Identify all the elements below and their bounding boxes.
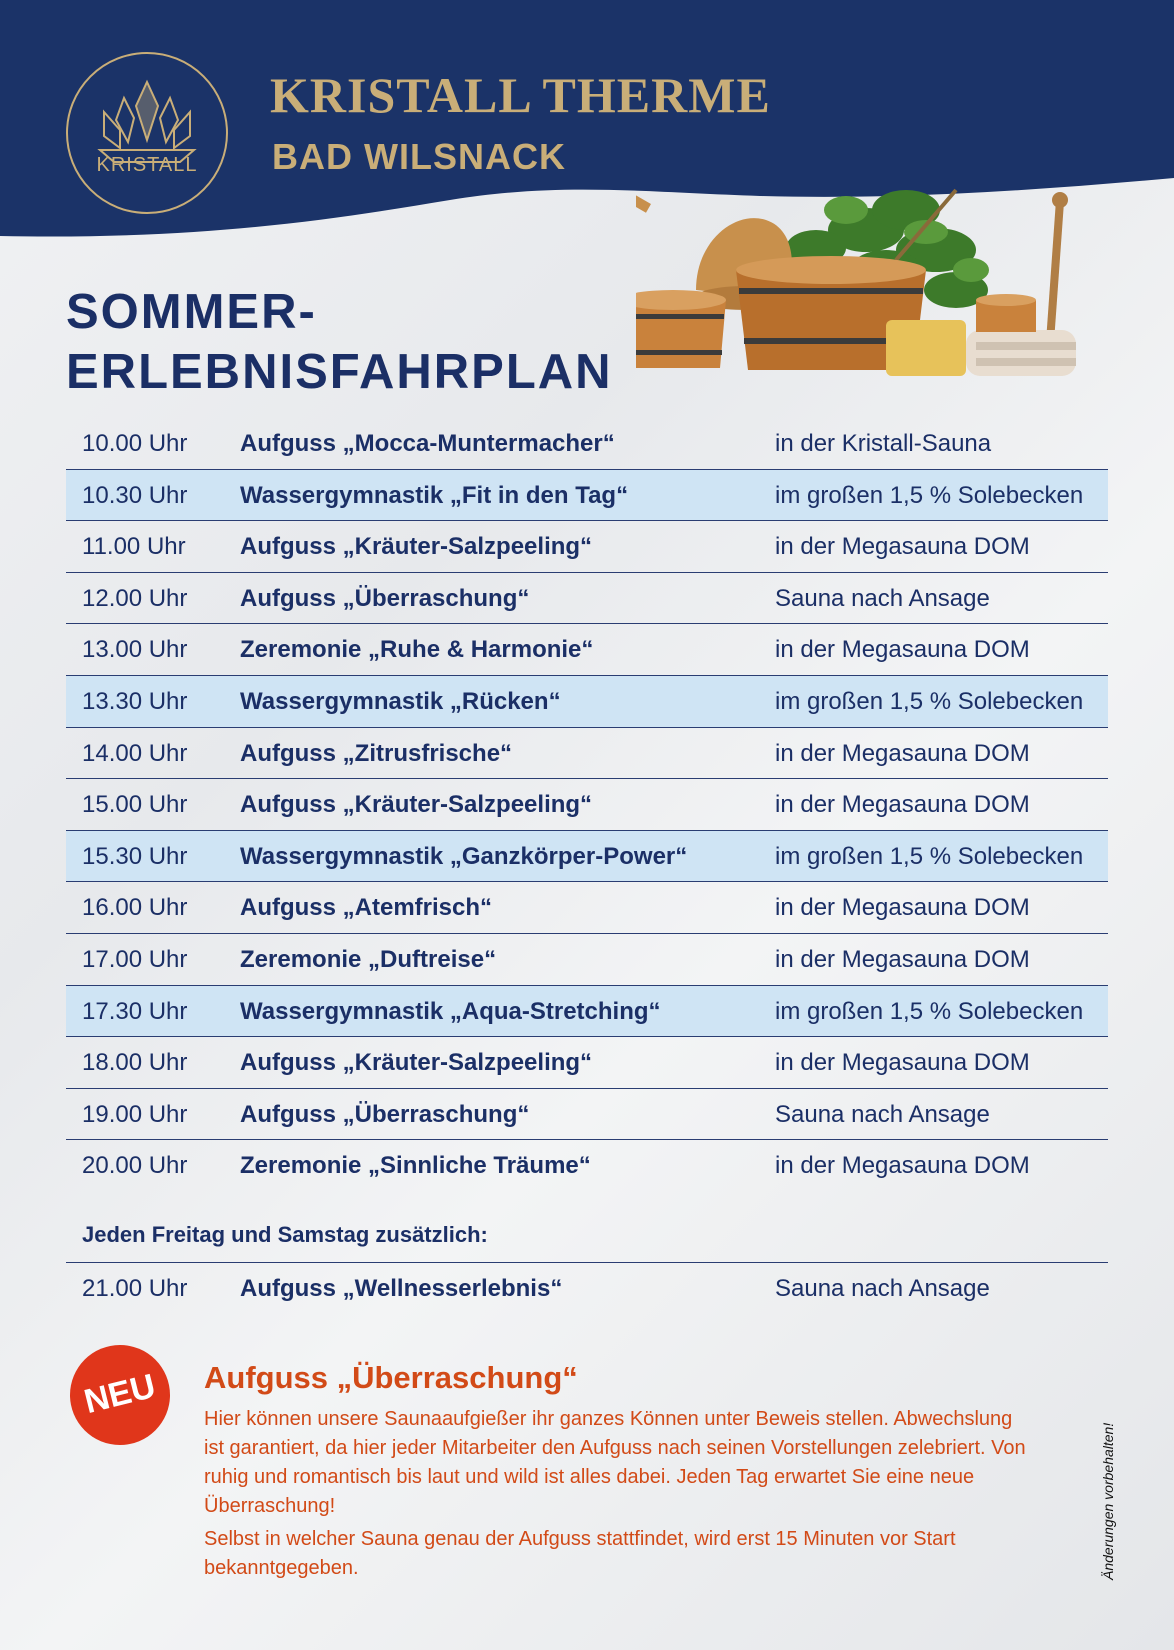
- schedule-row: [66, 470, 1108, 522]
- schedule-row: [66, 1089, 1108, 1141]
- brand-logo: [66, 52, 228, 214]
- brand-title: KRISTALL THERME: [270, 67, 771, 123]
- schedule-row: [66, 986, 1108, 1038]
- schedule-time: 13.30 Uhr: [82, 687, 188, 715]
- schedule-location: in der Kristall-Sauna: [775, 430, 992, 457]
- schedule-location: im großen 1,5 % Solebecken: [775, 687, 1084, 715]
- schedule-location: im großen 1,5 % Solebecken: [775, 842, 1084, 870]
- schedule-event: Aufguss „Zitrusfrische“: [240, 739, 513, 767]
- schedule-location: im großen 1,5 % Solebecken: [775, 997, 1084, 1025]
- schedule-location: Sauna nach Ansage: [775, 1100, 990, 1128]
- schedule-event: Aufguss „Atemfrisch“: [240, 894, 493, 922]
- schedule-time: 17.30 Uhr: [82, 997, 188, 1025]
- page-title-line1: SOMMER-: [66, 285, 317, 339]
- neu-badge: [70, 1345, 170, 1445]
- schedule-row: [66, 1037, 1108, 1089]
- schedule-time: 16.00 Uhr: [82, 894, 188, 922]
- neu-paragraph-2: Selbst in welcher Sauna genau der Aufguss stattfindet, wird erst 15 Minuten vor Start bekanntgegeben.: [204, 1528, 956, 1579]
- schedule-location: in der Megasauna DOM: [775, 1152, 1030, 1180]
- schedule-event: Aufguss „Kräuter-Salzpeeling“: [240, 791, 593, 819]
- schedule-event: Wassergymnastik „Aqua-Stretching“: [240, 997, 661, 1025]
- schedule-event: Aufguss „Kräuter-Salzpeeling“: [240, 533, 593, 561]
- schedule-event: Aufguss „Überraschung“: [240, 1100, 530, 1128]
- schedule-location: in der Megasauna DOM: [775, 945, 1030, 973]
- schedule-event: Wassergymnastik „Rücken“: [240, 687, 561, 715]
- schedule-location: in der Megasauna DOM: [775, 739, 1030, 767]
- schedule-location: in der Megasauna DOM: [775, 636, 1030, 664]
- page-title: [66, 282, 613, 402]
- schedule-table: [66, 418, 1108, 1192]
- schedule-row: [66, 676, 1108, 728]
- schedule-event: Wassergymnastik „Ganzkörper-Power“: [240, 842, 688, 870]
- page-title-line2: ERLEBNISFAHRPLAN: [66, 345, 613, 399]
- schedule-event: Aufguss „Kräuter-Salzpeeling“: [240, 1049, 593, 1077]
- extra-time: 21.00 Uhr: [82, 1275, 188, 1302]
- schedule-location: in der Megasauna DOM: [775, 791, 1030, 819]
- schedule-row: [66, 882, 1108, 934]
- schedule-location: in der Megasauna DOM: [775, 894, 1030, 922]
- schedule-row: [66, 728, 1108, 780]
- schedule-location: Sauna nach Ansage: [775, 584, 990, 612]
- schedule-time: 15.30 Uhr: [82, 842, 188, 870]
- schedule-time: 12.00 Uhr: [82, 584, 188, 612]
- schedule-event: Wassergymnastik „Fit in den Tag“: [240, 481, 629, 509]
- extra-event: Aufguss „Wellnesserlebnis“: [240, 1275, 563, 1302]
- schedule-time: 15.00 Uhr: [82, 791, 188, 819]
- schedule-time: 10.00 Uhr: [82, 430, 188, 457]
- schedule-time: 13.00 Uhr: [82, 636, 188, 664]
- neu-paragraph-1: Hier können unsere Saunaaufgießer ihr ganzes Können unter Beweis stellen. Abwechslung ist garantiert, da hier jeder Mitarbeiter den Aufguss nach seinen Vorstellungen zelebriert. Von ruhig und romantisch bis laut und wild ist alles dabei. Jeden Tag erwartet Sie eine neue Überraschung!: [204, 1408, 1026, 1517]
- schedule-event: Zeremonie „Ruhe & Harmonie“: [240, 636, 594, 664]
- neu-description: [204, 1405, 1034, 1587]
- schedule-row: [66, 418, 1108, 470]
- extra-heading: Jeden Freitag und Samstag zusätzlich:: [82, 1222, 488, 1247]
- schedule-row: [66, 779, 1108, 831]
- schedule-time: 18.00 Uhr: [82, 1049, 188, 1077]
- extra-location: Sauna nach Ansage: [775, 1275, 990, 1302]
- neu-title: Aufguss „Überraschung“: [204, 1360, 578, 1395]
- schedule-time: 10.30 Uhr: [82, 481, 188, 509]
- schedule-row: [66, 934, 1108, 986]
- schedule-event: Zeremonie „Duftreise“: [240, 945, 497, 973]
- schedule-event: Aufguss „Überraschung“: [240, 584, 530, 612]
- schedule-time: 20.00 Uhr: [82, 1152, 188, 1180]
- schedule-row: [66, 521, 1108, 573]
- schedule-row: [66, 624, 1108, 676]
- schedule-time: 17.00 Uhr: [82, 945, 188, 973]
- schedule-time: 19.00 Uhr: [82, 1100, 188, 1128]
- schedule-time: 11.00 Uhr: [82, 533, 186, 561]
- extra-schedule-row: [66, 1262, 1108, 1315]
- schedule-event: Zeremonie „Sinnliche Träume“: [240, 1152, 591, 1180]
- schedule-row: [66, 573, 1108, 625]
- schedule-time: 14.00 Uhr: [82, 739, 188, 767]
- crystal-icon: [68, 54, 226, 212]
- brand-subtitle: BAD WILSNACK: [272, 136, 566, 177]
- schedule-location: in der Megasauna DOM: [775, 533, 1030, 561]
- schedule-event: Aufguss „Mocca-Muntermacher“: [240, 430, 615, 457]
- schedule-location: im großen 1,5 % Solebecken: [775, 481, 1084, 509]
- logo-wordmark: KRISTALL: [96, 154, 198, 176]
- sauna-accessories-illustration: [636, 170, 1106, 410]
- schedule-location: in der Megasauna DOM: [775, 1049, 1030, 1077]
- schedule-row: [66, 831, 1108, 883]
- side-note: Änderungen vorbehalten!: [1100, 1422, 1116, 1580]
- schedule-row: [66, 1140, 1108, 1192]
- neu-badge-label: NEU: [80, 1366, 160, 1422]
